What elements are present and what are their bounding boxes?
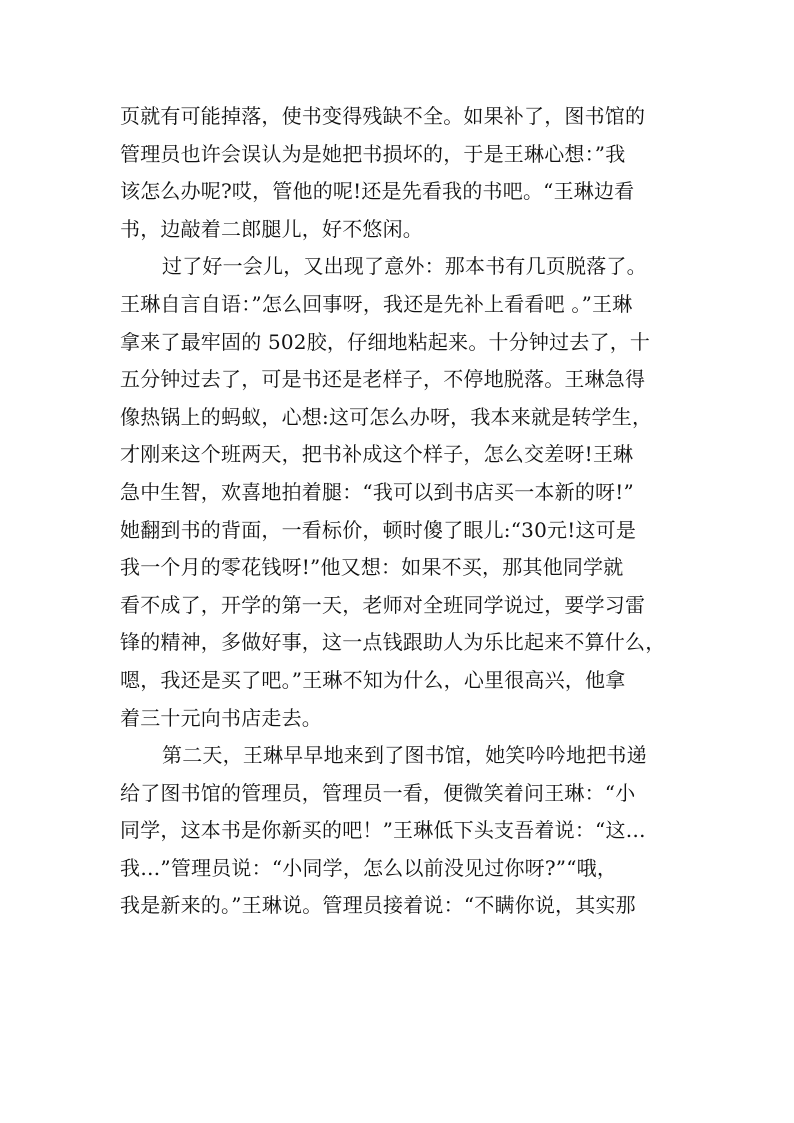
body-text xyxy=(120,98,680,925)
text-line: 才刚来这个班两天，把书补成这个样子，怎么交差呀!王琳 xyxy=(120,442,634,467)
text-line: 嗯，我还是买了吧。”王琳不知为什么，心里很高兴，他拿 xyxy=(120,667,626,692)
text-line: 锋的精神，多做好事，这一点钱跟助人为乐比起来不算什么， xyxy=(120,630,666,655)
text-line: 五分钟过去了，可是书还是老样子，不停地脱落。王琳急得 xyxy=(120,367,646,392)
text-line: 像热锅上的蚂蚁，心想:这可怎么办呀，我本来就是转学生， xyxy=(120,404,653,429)
text-line: 看不成了，开学的第一天，老师对全班同学说过，要学习雷 xyxy=(120,592,646,617)
text-line: 她翻到书的背面，一看标价，顿时傻了眼儿:“30元!这可是 xyxy=(120,517,637,542)
paragraph-start-line: 过了好一会儿，又出现了意外：那本书有几页脱落了。 xyxy=(162,254,647,279)
text-line: 给了图书馆的管理员，管理员一看，便微笑着问王琳：“小 xyxy=(120,780,636,805)
paragraph-start-line: 第二天，王琳早早地来到了图书馆，她笑吟吟地把书递 xyxy=(162,743,647,768)
text-line: 管理员也许会误认为是她把书损坏的，于是王琳心想：”我 xyxy=(120,141,626,166)
text-line: 同学，这本书是你新买的吧！”王琳低下头支吾着说：“这… xyxy=(120,818,646,843)
text-line: 拿来了最牢固的 502胶，仔细地粘起来。十分钟过去了，十 xyxy=(120,329,651,354)
text-line: 书，边敲着二郎腿儿，好不悠闲。 xyxy=(120,216,423,241)
text-line: 页就有可能掉落，使书变得残缺不全。如果补了，图书馆的 xyxy=(120,104,646,128)
text-line: 该怎么办呢?哎，管他的呢!还是先看我的书吧。“王琳边看 xyxy=(120,179,635,204)
text-line: 着三十元向书店走去。 xyxy=(120,705,322,730)
text-line: 急中生智，欢喜地拍着腿：“我可以到书店买一本新的呀!” xyxy=(120,479,634,504)
text-line: 我是新来的。”王琳说。管理员接着说：“不瞒你说，其实那 xyxy=(120,893,636,918)
text-line: 我…”管理员说：“小同学，怎么以前没见过你呀?”“哦， xyxy=(120,855,618,880)
text-line: 王琳自言自语：”怎么回事呀，我还是先补上看看吧 。”王琳 xyxy=(120,291,633,316)
text-line: 我一个月的零花钱呀!”他又想：如果不买，那其他同学就 xyxy=(120,555,624,580)
